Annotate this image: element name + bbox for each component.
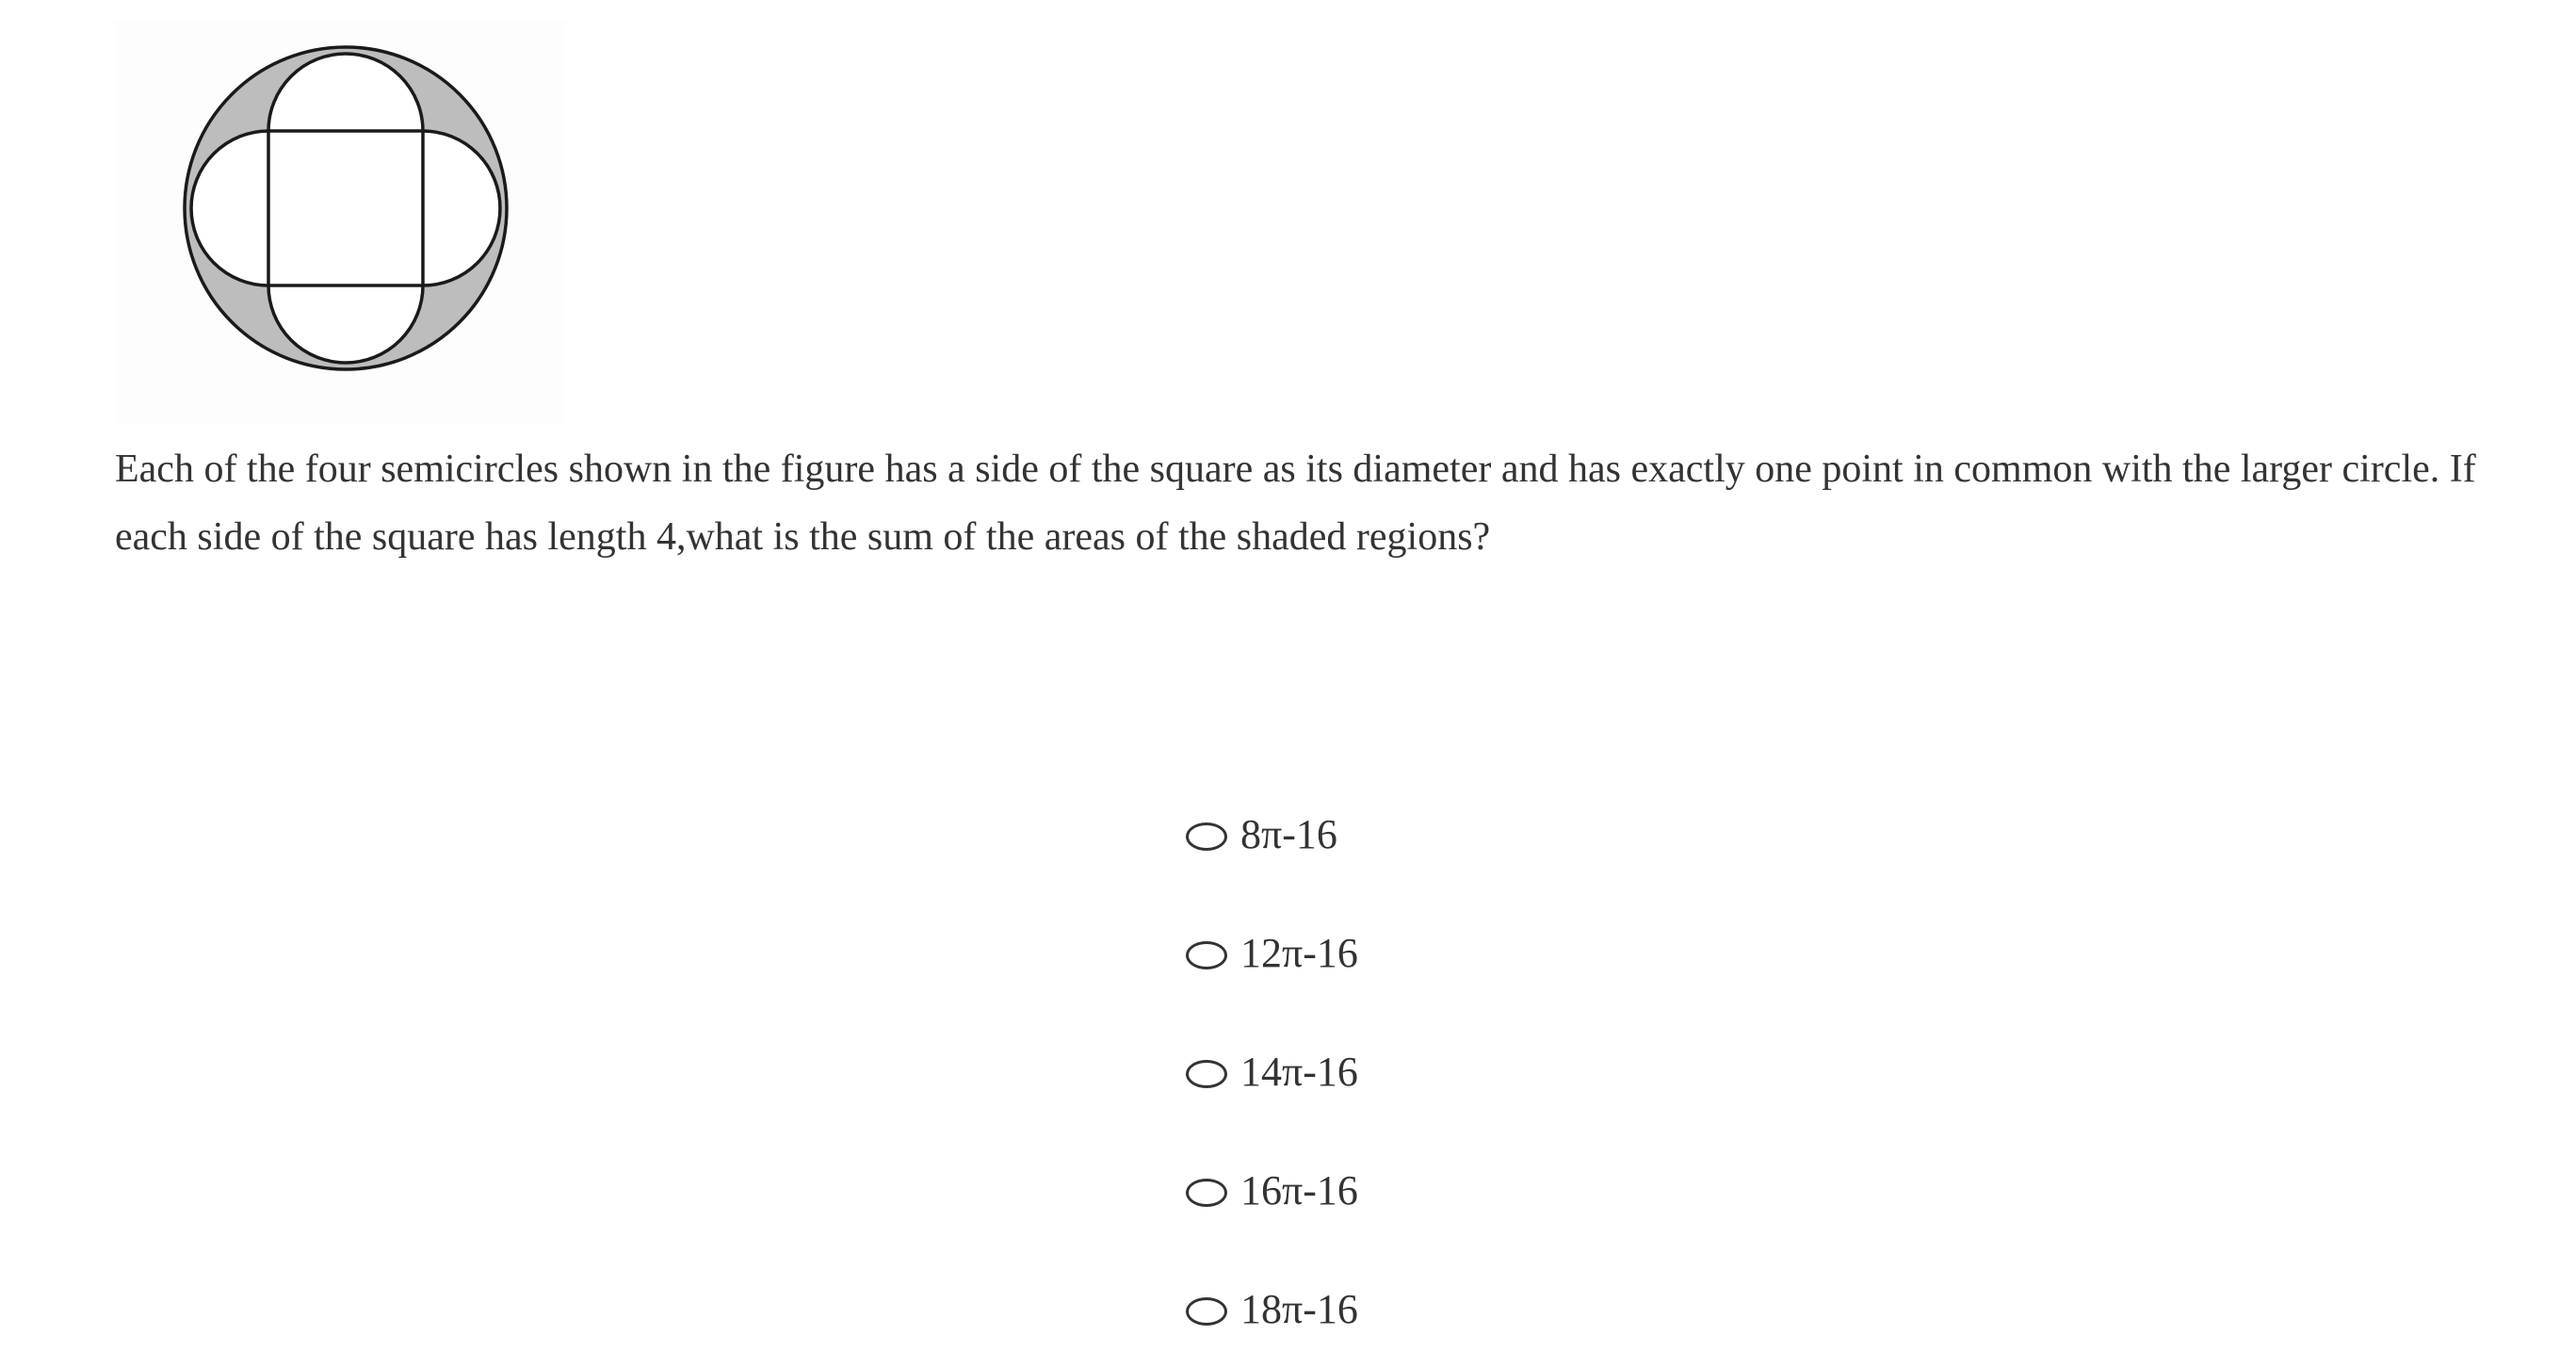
answer-option-label: 14π-16 [1240, 1048, 1358, 1095]
radio-button[interactable] [1186, 1179, 1227, 1207]
answer-option-label: 18π-16 [1240, 1285, 1358, 1332]
geometry-diagram [115, 22, 565, 424]
answer-option[interactable] [1186, 1249, 1358, 1368]
radio-button[interactable] [1186, 941, 1227, 969]
answer-option-label: 16π-16 [1240, 1166, 1358, 1213]
answer-option[interactable] [1186, 774, 1358, 893]
answer-option-label: 12π-16 [1240, 929, 1358, 976]
answer-option[interactable] [1186, 1012, 1358, 1131]
answer-option[interactable] [1186, 1131, 1358, 1249]
answer-option[interactable] [1186, 893, 1358, 1012]
answer-option-label: 8π-16 [1240, 810, 1337, 857]
question-figure [115, 22, 565, 424]
question-text: Each of the four semicircles shown in the figure has a side of the square as its diameter and has exactly one point in common with the larger circle. If each side of the square has length 4,what is the sum of the areas of the shaded regions? [115, 448, 2476, 559]
radio-button[interactable] [1186, 1060, 1227, 1088]
answer-options [1186, 774, 1358, 1368]
radio-button[interactable] [1186, 822, 1227, 851]
